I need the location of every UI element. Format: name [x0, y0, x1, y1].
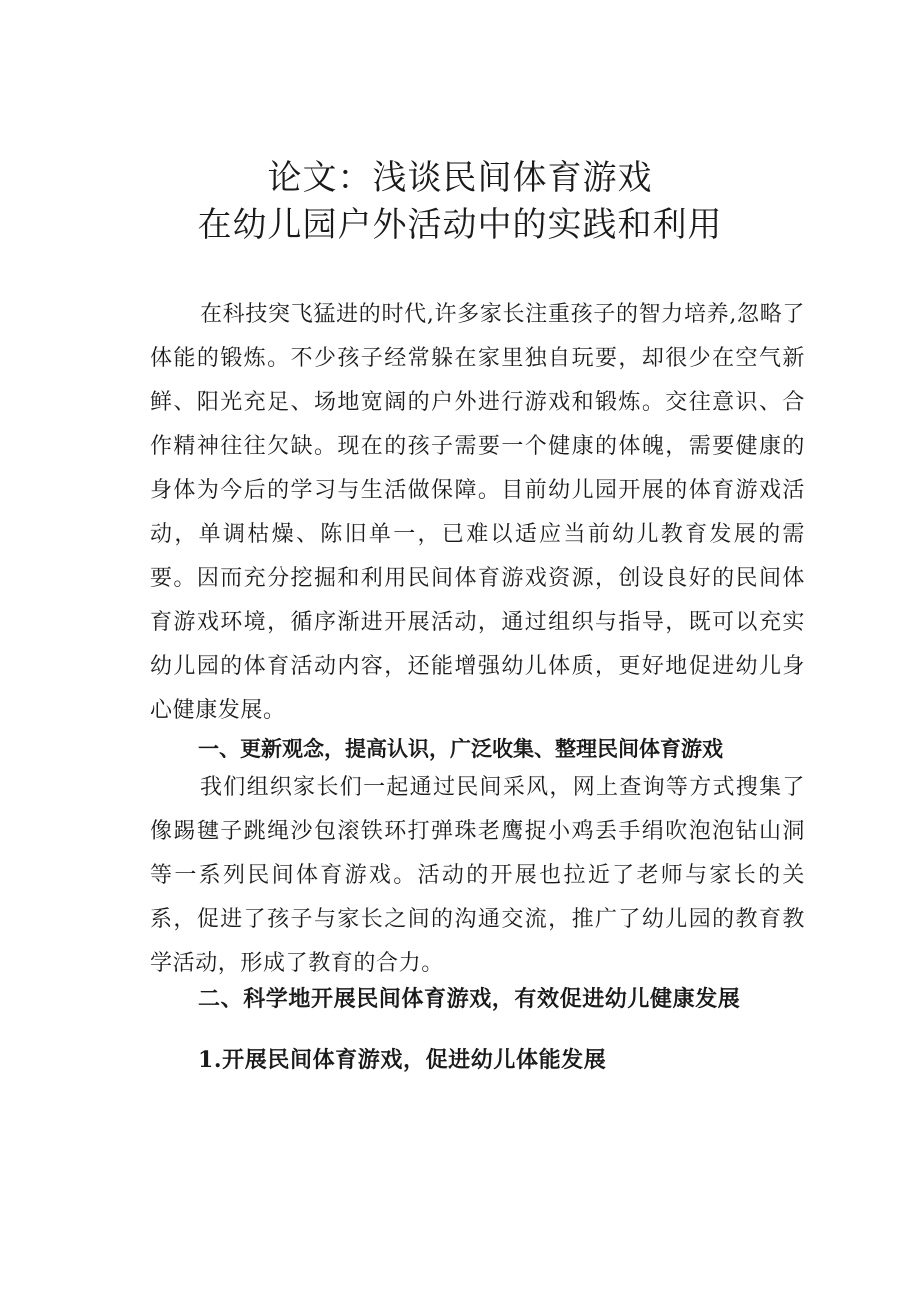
- section-1-paragraph: 我们组织家长们一起通过民间采风，网上查询等方式搜集了像踢毽子跳绳沙包滚铁环打弹珠老鹰捉小鸡丢手绢吹泡泡钻山洞等一系列民间体育游戏。活动的开展也拉近了老师与家长的关系，促进了孩子与家长之间的沟通交流，推广了幼儿园的教育教学活动，形成了教育的合力。: [150, 775, 805, 976]
- section-1-heading: 一、更新观念，提高认识，广泛收集、整理民间体育游戏: [198, 737, 723, 761]
- intro-paragraph: 在科技突飞猛进的时代,许多家长注重孩子的智力培养,忽略了体能的锻炼。不少孩子经常躲在家里独自玩要，却很少在空气新鲜、阳光充足、场地宽阔的户外进行游戏和锻炼。交往意识、合作精神往往欠缺。现在的孩子需要一个健康的体魄，需要健康的身体为今后的学习与生活做保障。目前幼儿园开展的体育游戏活动，单调枯燥、陈旧单一，已难以适应当前幼儿教育发展的需要。因而充分挖掘和利用民间体育游戏资源，创设良好的民间体育游戏环境，循序渐进开展活动，通过组织与指导，既可以充实幼儿园的体育活动内容，还能增强幼儿体质，更好地促进幼儿身心健康发展。: [150, 302, 805, 723]
- document-title-line-2: 在幼儿园户外活动中的实践和利用: [197, 205, 723, 245]
- document-title-line-1: 论文：浅谈民间体育游戏: [267, 158, 653, 198]
- subsection-1-heading: 1.开展民间体育游戏，促进幼儿体能发展: [198, 1047, 607, 1073]
- section-2-heading: 二、科学地开展民间体育游戏，有效促进幼儿健康发展: [198, 986, 741, 1012]
